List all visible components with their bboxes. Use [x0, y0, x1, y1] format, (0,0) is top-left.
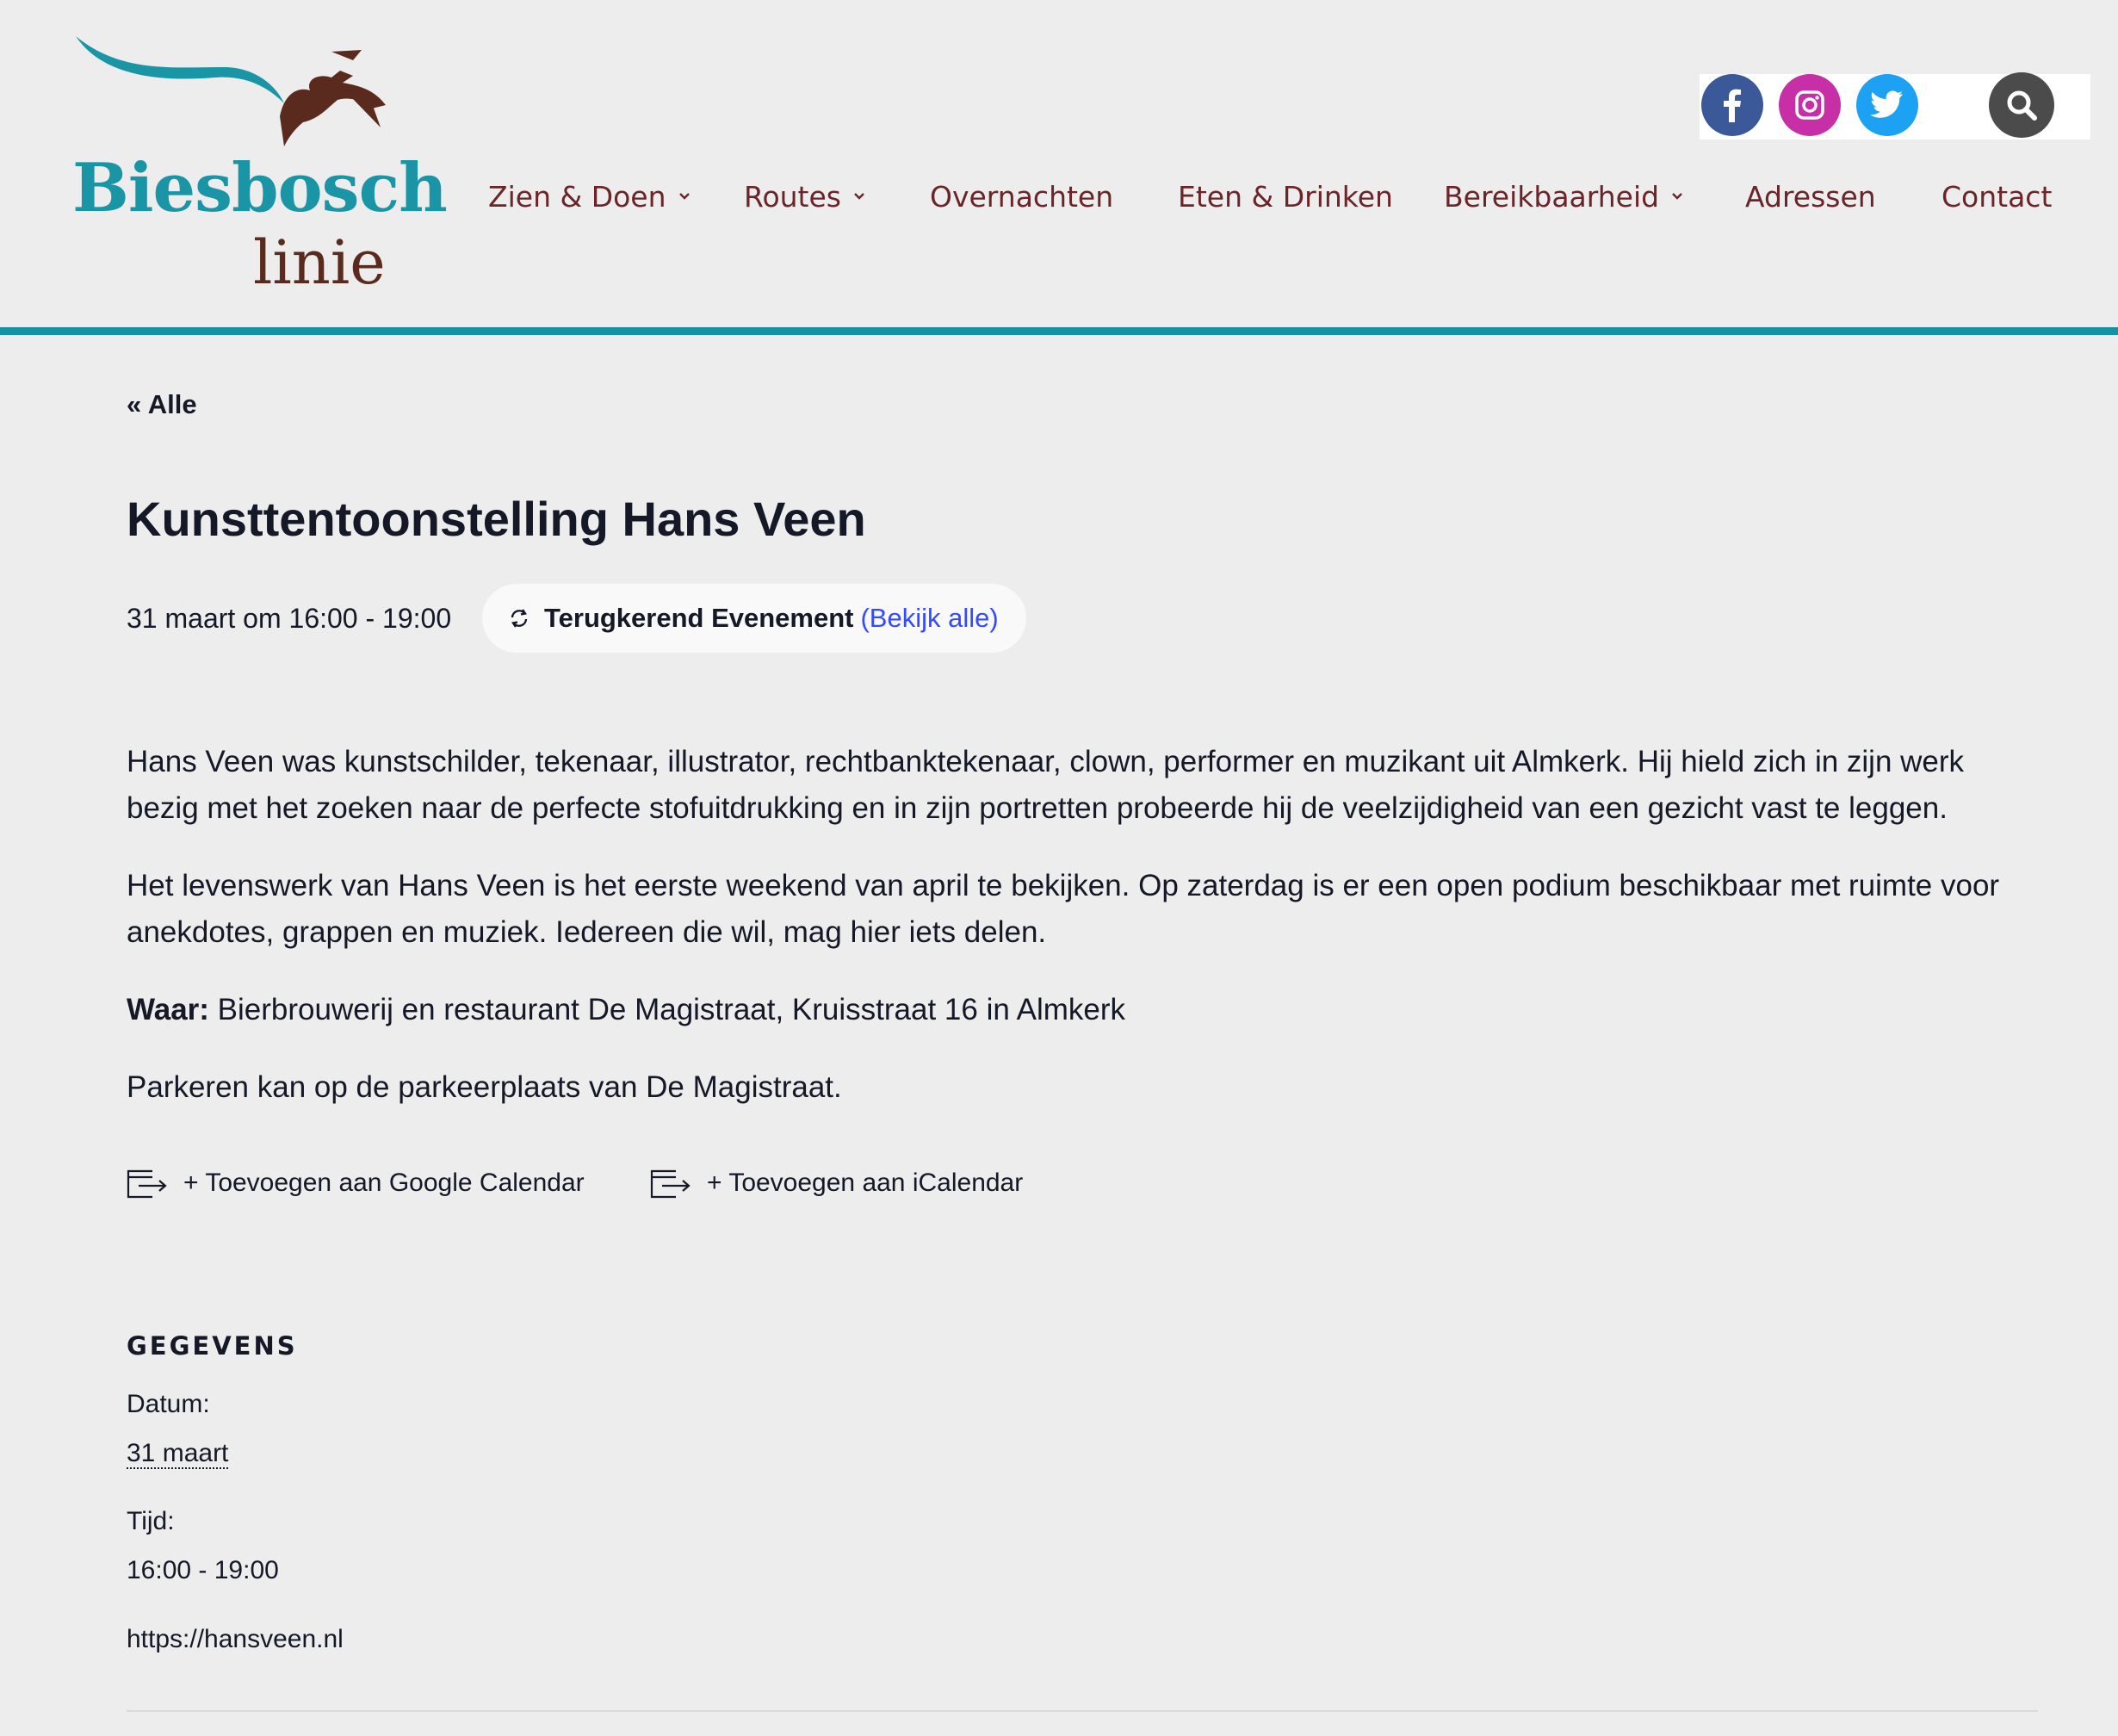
nav-label: Routes — [744, 179, 841, 214]
recurring-label: Terugkerend Evenement — [544, 603, 854, 633]
details-divider — [127, 1710, 2038, 1712]
calendar-export-icon — [650, 1166, 691, 1200]
view-all-link[interactable]: (Bekijk alle) — [860, 603, 999, 633]
nav-label: Eten & Drinken — [1178, 179, 1393, 214]
date-label: Datum: — [127, 1390, 210, 1418]
kangaroo-logo-icon — [69, 26, 396, 164]
where-value: Bierbrouwerij en restaurant De Magistraat, Kruisstraat 16 in Almkerk — [208, 993, 1126, 1026]
nav-routes[interactable] — [744, 172, 865, 220]
logo-wordmark-biesbosch: Biesbosch — [72, 149, 447, 227]
recurring-event-badge — [482, 584, 1026, 653]
chevron-down-icon — [678, 190, 691, 202]
site-header — [0, 0, 2118, 327]
calendar-export-icon — [127, 1166, 168, 1200]
nav-eten-drinken[interactable] — [1178, 172, 1393, 220]
time-label: Tijd: — [127, 1507, 175, 1535]
facebook-icon[interactable] — [1701, 74, 1763, 136]
time-value: 16:00 - 19:00 — [127, 1556, 279, 1584]
details-heading: GEGEVENS — [127, 1331, 298, 1361]
add-google-calendar-label: + Toevoegen aan Google Calendar — [183, 1169, 585, 1197]
instagram-icon[interactable] — [1779, 74, 1841, 136]
event-title: Kunsttentoonstelling Hans Veen — [127, 492, 866, 546]
nav-label: Overnachten — [930, 179, 1114, 214]
where-label: Waar: — [127, 993, 209, 1026]
chevron-down-icon — [1671, 190, 1683, 202]
nav-label: Contact — [1942, 179, 2053, 214]
website-link[interactable]: https://hansveen.nl — [127, 1625, 344, 1653]
nav-bereikbaarheid[interactable] — [1444, 172, 1683, 220]
nav-label: Bereikbaarheid — [1444, 179, 1660, 214]
add-icalendar-link[interactable] — [650, 1162, 1023, 1204]
parking-line: Parkeren kan op de parkeerplaats van De Magistraat. — [127, 1070, 842, 1104]
add-icalendar-label: + Toevoegen aan iCalendar — [707, 1169, 1024, 1197]
add-google-calendar-link[interactable] — [127, 1162, 585, 1204]
logo-wordmark-linie: linie — [253, 227, 386, 298]
recurring-icon — [508, 607, 530, 629]
nav-zien-doen[interactable] — [488, 172, 691, 220]
nav-adressen[interactable] — [1745, 172, 1876, 220]
social-bar — [1700, 74, 2090, 140]
description-paragraph: Hans Veen was kunstschilder, tekenaar, illustrator, rechtbanktekenaar, clown, performer en muzikant uit Almkerk. Hij hield zich in zijn werk bezig met het zoeken naar de perfecte stofuitdrukking en in zijn portretten probeerde hij de veelzijdigheid van een gezicht vast te leggen. — [127, 745, 1965, 825]
twitter-icon[interactable] — [1856, 74, 1918, 136]
nav-label: Zien & Doen — [488, 179, 666, 214]
site-logo[interactable] — [69, 26, 447, 301]
search-icon[interactable] — [1989, 72, 2054, 138]
nav-label: Adressen — [1745, 179, 1876, 214]
description-paragraph: Het levenswerk van Hans Veen is het eerste weekend van april te bekijken. Op zaterdag is er een open podium beschikbaar met ruimte voor anekdotes, grappen en muziek. Iedereen die wil, mag hier iets delen. — [127, 869, 2000, 949]
date-value: 31 maart — [127, 1439, 229, 1467]
nav-overnachten[interactable] — [930, 172, 1113, 220]
chevron-down-icon — [853, 190, 865, 202]
location-line — [127, 987, 2038, 1033]
back-to-all-link[interactable]: « Alle — [127, 389, 197, 419]
event-datetime: 31 maart om 16:00 - 19:00 — [127, 603, 452, 634]
nav-contact[interactable] — [1942, 172, 2052, 220]
header-divider — [0, 327, 2118, 335]
